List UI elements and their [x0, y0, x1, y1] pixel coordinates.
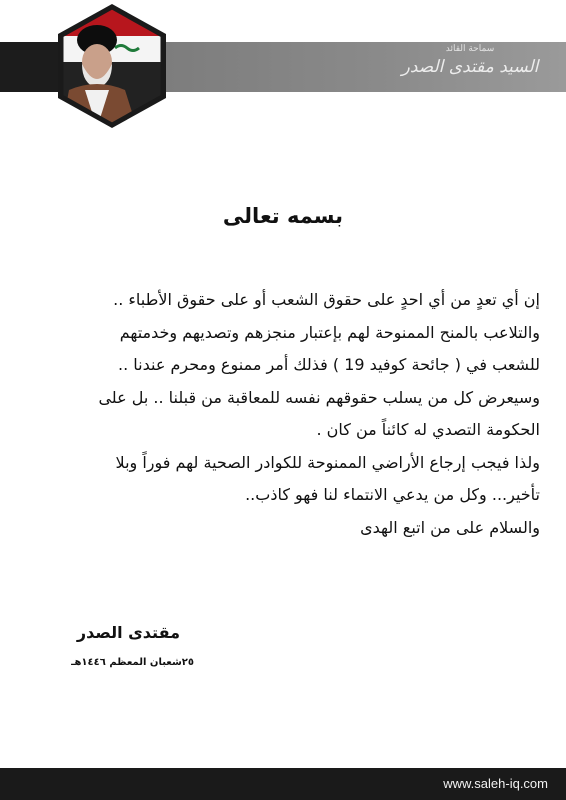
signature-date: ٢٥شعبان المعظم ١٤٤٦هـ — [71, 657, 194, 668]
document-title: بسمه تعالى — [222, 204, 344, 228]
statement-line: والتلاعب بالمنح الممنوحة لهم بإعتبار منجزهم وتصديهم وخدمتهم — [119, 322, 540, 342]
logo-subtitle: سماحة القائد — [445, 44, 495, 54]
statement-body — [26, 284, 540, 544]
calligraphy-logo — [390, 44, 550, 90]
statement-line: ولذا فيجب إرجاع الأراضي الممنوحة للكوادر الصحية لهم فوراً وبلا — [115, 452, 540, 472]
statement-line: إن أي تعدٍ من أي احدٍ على حقوق الشعب أو على حقوق الأطباء .. — [113, 290, 540, 309]
statement-line: تأخير... وكل من يدعي الانتماء لنا فهو كاذب.. — [245, 485, 540, 504]
footer-bar — [0, 768, 566, 800]
footer-website-link[interactable]: www.saleh-iq.com — [443, 776, 548, 791]
statement-line: وسيعرض كل من يسلب حقوقهم نفسه للمعاقبة من قبلنا .. بل على — [98, 387, 540, 407]
statement-line: والسلام على من اتبع الهدى — [360, 517, 540, 537]
statement-line: للشعب في ( جائحة كوفيد 19 ) فذلك أمر ممنوع ومحرم عندنا .. — [118, 355, 540, 374]
logo-title: السيد مقتدى الصدر — [401, 57, 539, 77]
signature-name: مقتدى الصدر — [76, 623, 180, 642]
portrait-hexagon — [57, 4, 167, 128]
statement-line: الحكومة التصدي له كائناً من كان . — [316, 420, 540, 439]
